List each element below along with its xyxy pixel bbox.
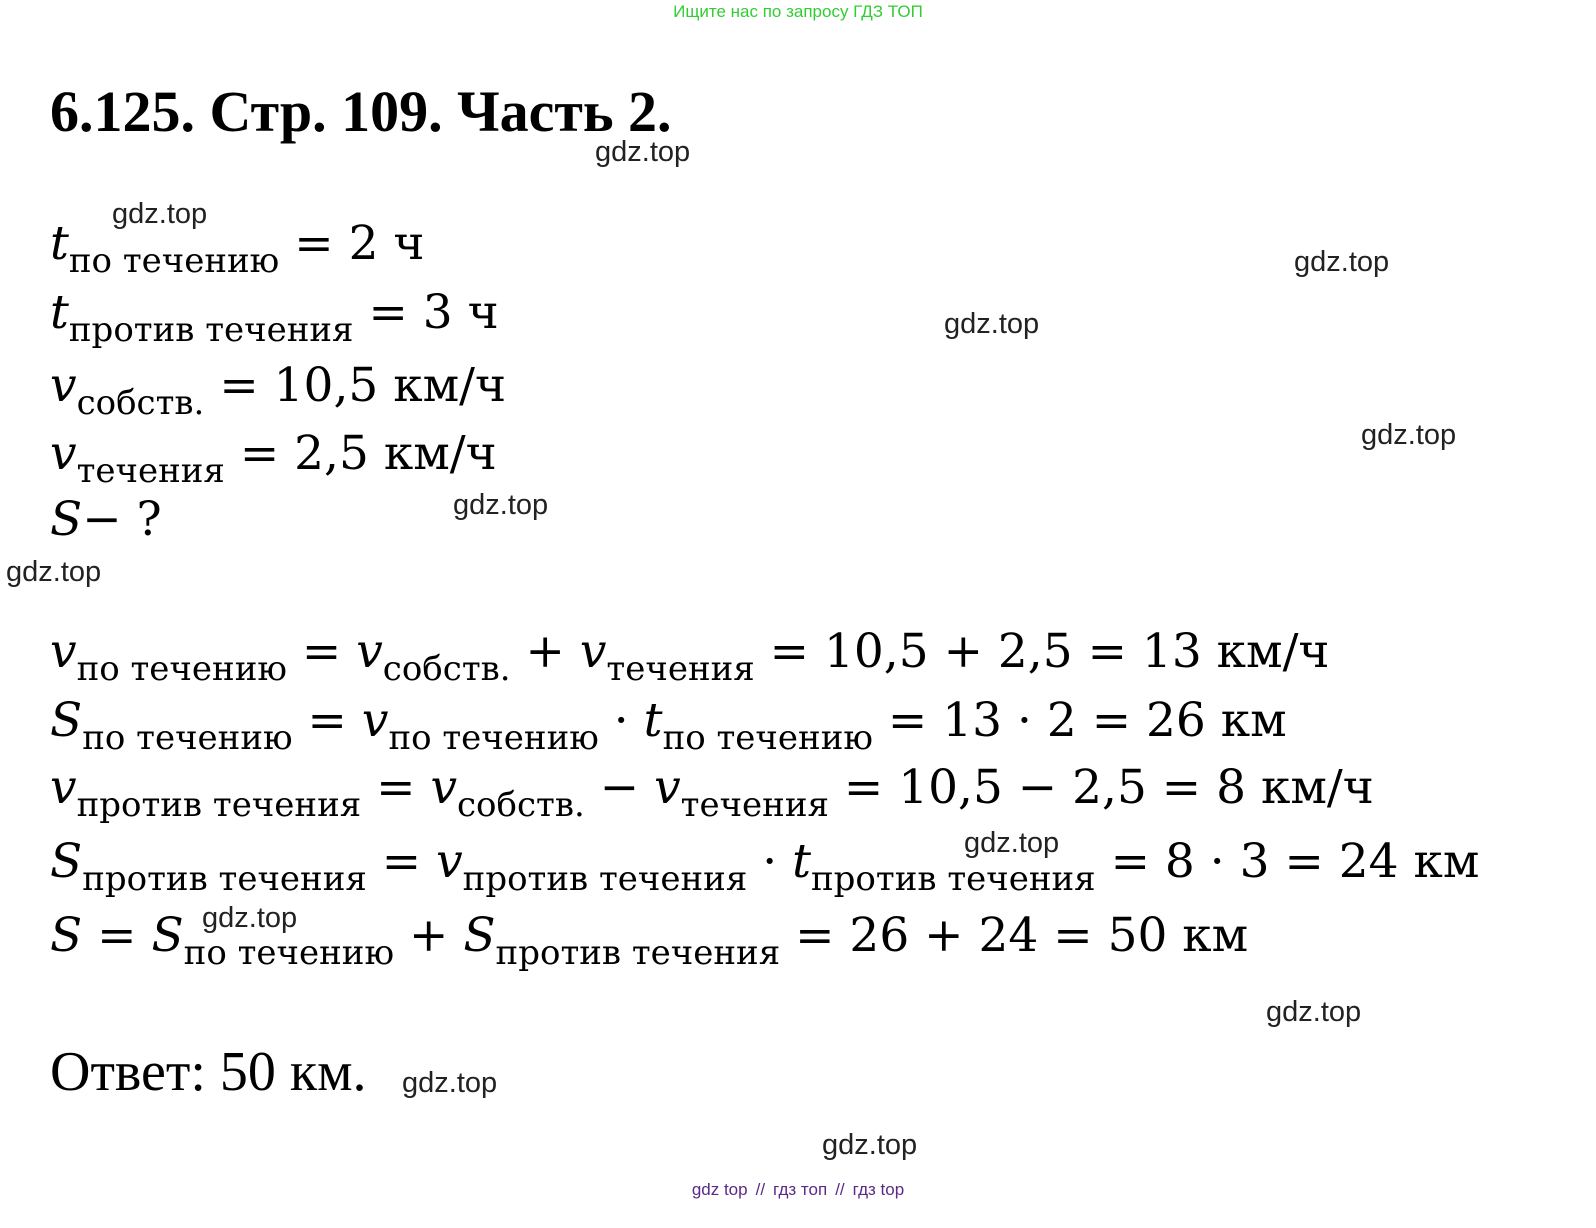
page-title: 6.125. Стр. 109. Часть 2.	[50, 79, 672, 144]
solution-line-4: $S_{против течения} = v_{против течения} \cdot t_{против течения} = 8 \cdot 3 = 24$ км	[50, 834, 1480, 899]
given-t-downstream: $t_{по течению} = 2$ ч	[50, 216, 425, 281]
watermark: gdz.top	[6, 556, 102, 588]
solution-line-3: $v_{против течения} = v_{собств.} - v_{течения} = 10,5 - 2,5 = 8$ км/ч	[50, 760, 1374, 825]
separator: //	[835, 1180, 845, 1199]
solution-line-2: $S_{по течению} = v_{по течению} \cdot t_{по течению} = 13 \cdot 2 = 26$ км	[50, 693, 1287, 758]
given-v-current: $v_{течения} = 2,5$ км/ч	[50, 426, 497, 491]
watermark: gdz.top	[944, 308, 1040, 340]
watermark: gdz.top	[112, 198, 208, 230]
solution-line-1: $v_{по течению} = v_{собств.} + v_{течения} = 10,5 + 2,5 = 13$ км/ч	[50, 624, 1330, 689]
watermark: gdz.top	[202, 902, 298, 934]
watermark: gdz.top	[1361, 419, 1457, 451]
watermark: gdz.top	[453, 489, 549, 521]
watermark: gdz.top	[822, 1129, 918, 1161]
separator: //	[755, 1180, 766, 1199]
bottom-link[interactable]: gdz top	[691, 1180, 748, 1199]
answer: Ответ: 50 км.	[50, 1041, 367, 1103]
solution-line-5: $S = S_{по течению} + S_{против течения} = 26 + 24 = 50$ км	[50, 908, 1249, 973]
given-v-own: $v_{собств.} = 10,5$ км/ч	[50, 358, 507, 423]
watermark: gdz.top	[402, 1067, 498, 1099]
watermark: gdz.top	[1266, 996, 1362, 1028]
bottom-link[interactable]: гдз топ	[773, 1180, 828, 1199]
bottom-link[interactable]: гдз top	[852, 1180, 905, 1199]
bottom-links	[0, 1180, 1596, 1200]
given-s-unknown: S− ?	[50, 492, 162, 547]
watermark: gdz.top	[964, 827, 1060, 859]
watermark: gdz.top	[595, 136, 691, 168]
top-banner[interactable]: Ищите нас по запросу ГДЗ ТОП	[673, 2, 923, 21]
given-t-upstream: $t_{против течения} = 3$ ч	[50, 285, 499, 350]
watermark: gdz.top	[1294, 246, 1390, 278]
